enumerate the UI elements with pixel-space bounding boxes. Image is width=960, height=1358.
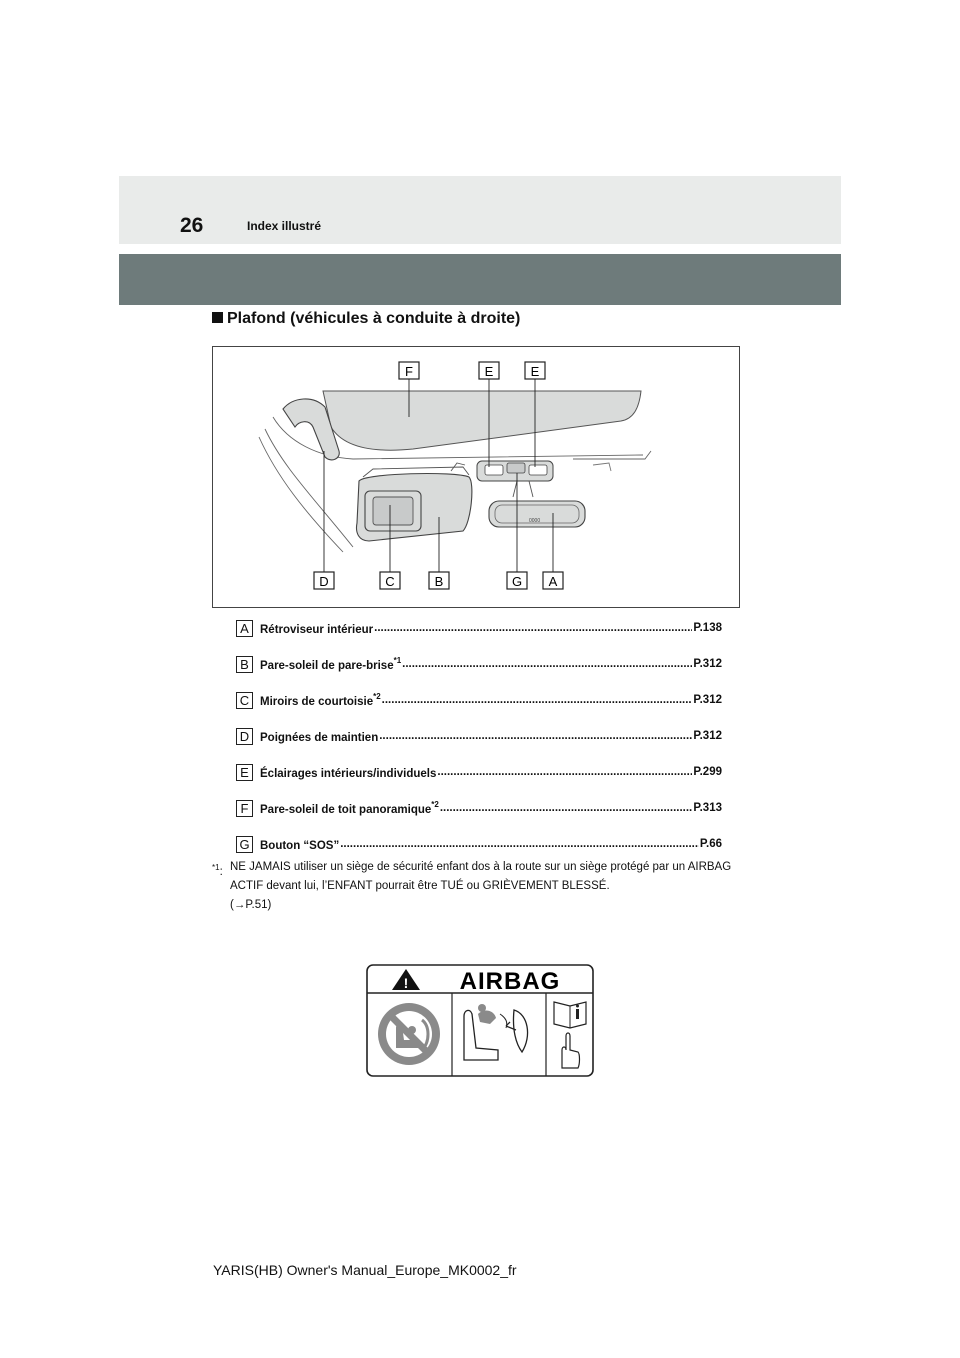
footer-text: YARIS(HB) Owner's Manual_Europe_MK0002_fr xyxy=(213,1262,517,1278)
callout-g-label: G xyxy=(511,574,523,589)
page-ref-g[interactable]: P.66 xyxy=(699,838,722,850)
callout-a-label: A xyxy=(548,574,558,589)
page-ref-a[interactable]: P.138 xyxy=(693,622,722,634)
airbag-title: AIRBAG xyxy=(459,968,561,995)
callout-a xyxy=(543,572,563,589)
callout-f xyxy=(399,362,419,379)
callout-e-left xyxy=(479,362,499,379)
key-box-f: F xyxy=(236,800,253,817)
key-box-a: A xyxy=(236,620,253,637)
key-box-d: D xyxy=(236,728,253,745)
footnote xyxy=(212,858,752,915)
callout-g xyxy=(507,572,527,589)
legend-row-e xyxy=(236,762,722,782)
key-box-e: E xyxy=(236,764,253,781)
page-ref-d[interactable]: P.312 xyxy=(693,730,722,742)
leader-dots xyxy=(382,694,693,706)
legend-sup-c: *2 xyxy=(373,692,381,701)
legend-label-a: Rétroviseur intérieur xyxy=(260,624,374,636)
callout-e-right xyxy=(525,362,545,379)
callout-e-left-label: E xyxy=(484,364,494,379)
leader-dots xyxy=(402,658,692,670)
legend-row-c xyxy=(236,690,722,710)
header-band xyxy=(119,176,841,244)
page-ref-f[interactable]: P.313 xyxy=(693,802,722,814)
title-band xyxy=(119,254,841,305)
airbag-label-drawing xyxy=(366,964,594,1077)
legend-row-b xyxy=(236,654,722,674)
footnote-mark xyxy=(212,858,223,882)
legend-sup-b: *1 xyxy=(393,656,402,665)
callout-b xyxy=(429,572,449,589)
leader-dots xyxy=(374,622,692,634)
legend-row-d xyxy=(236,726,722,746)
key-box-b: B xyxy=(236,656,253,673)
legend-row-f xyxy=(236,798,722,818)
page-ref-b[interactable]: P.312 xyxy=(693,658,722,670)
leader-dots xyxy=(440,802,693,814)
subheading xyxy=(212,310,520,328)
legend-row-a xyxy=(236,618,722,638)
page-ref-e[interactable]: P.299 xyxy=(693,766,722,778)
airbag-warning-label xyxy=(366,964,594,1077)
footnote-text: NE JAMAIS utiliser un siège de sécurité enfant dos à la route sur un siège protégé par un AIRBAG ACTIF devant lui, l’ENFANT pourrait être TUÉ ou GRIÈVEMENT BLESSÉ. xyxy=(230,861,732,892)
key-box-g: G xyxy=(236,836,253,853)
mirror-text: 0000 xyxy=(529,518,541,524)
legend-label-g: Bouton “SOS” xyxy=(260,840,340,852)
leader-dots xyxy=(340,838,699,850)
bullet-square-icon xyxy=(212,312,223,323)
section-title: Index illustré xyxy=(247,219,322,233)
key-box-c: C xyxy=(236,692,253,709)
callout-d xyxy=(314,572,334,589)
warning-symbol: ! xyxy=(403,975,409,991)
leader-dots xyxy=(437,766,692,778)
legend-label-e: Éclairages intérieurs/individuels xyxy=(260,768,437,780)
subheading-text: Plafond (véhicules à conduite à droite) xyxy=(227,310,521,327)
leader-dots xyxy=(379,730,692,742)
legend-label-c: Miroirs de courtoisie xyxy=(260,696,374,708)
footnote-reference[interactable]: (→P.51) xyxy=(230,899,272,911)
legend-label-b: Pare-soleil de pare-brise xyxy=(260,660,394,672)
callout-d-label: D xyxy=(319,574,329,589)
page-ref-c[interactable]: P.312 xyxy=(693,694,722,706)
callout-f-label: F xyxy=(405,364,413,379)
callout-c xyxy=(380,572,400,589)
legend-label-f: Pare-soleil de toit panoramique xyxy=(260,804,432,816)
legend-sup-f: *2 xyxy=(431,800,439,809)
legend-label-d: Poignées de maintien xyxy=(260,732,379,744)
legend-row-g xyxy=(236,834,722,854)
ceiling-illustration xyxy=(212,346,740,608)
callout-b-label: B xyxy=(434,574,444,589)
callout-e-right-label: E xyxy=(530,364,540,379)
footnote-mark-sup: *1 xyxy=(212,863,220,872)
no-child-seat-icon xyxy=(378,1003,440,1065)
page-number: 26 xyxy=(180,214,204,237)
callout-c-label: C xyxy=(385,574,395,589)
ceiling-drawing xyxy=(213,347,741,609)
footnote-mark-suffix: : xyxy=(219,865,223,878)
